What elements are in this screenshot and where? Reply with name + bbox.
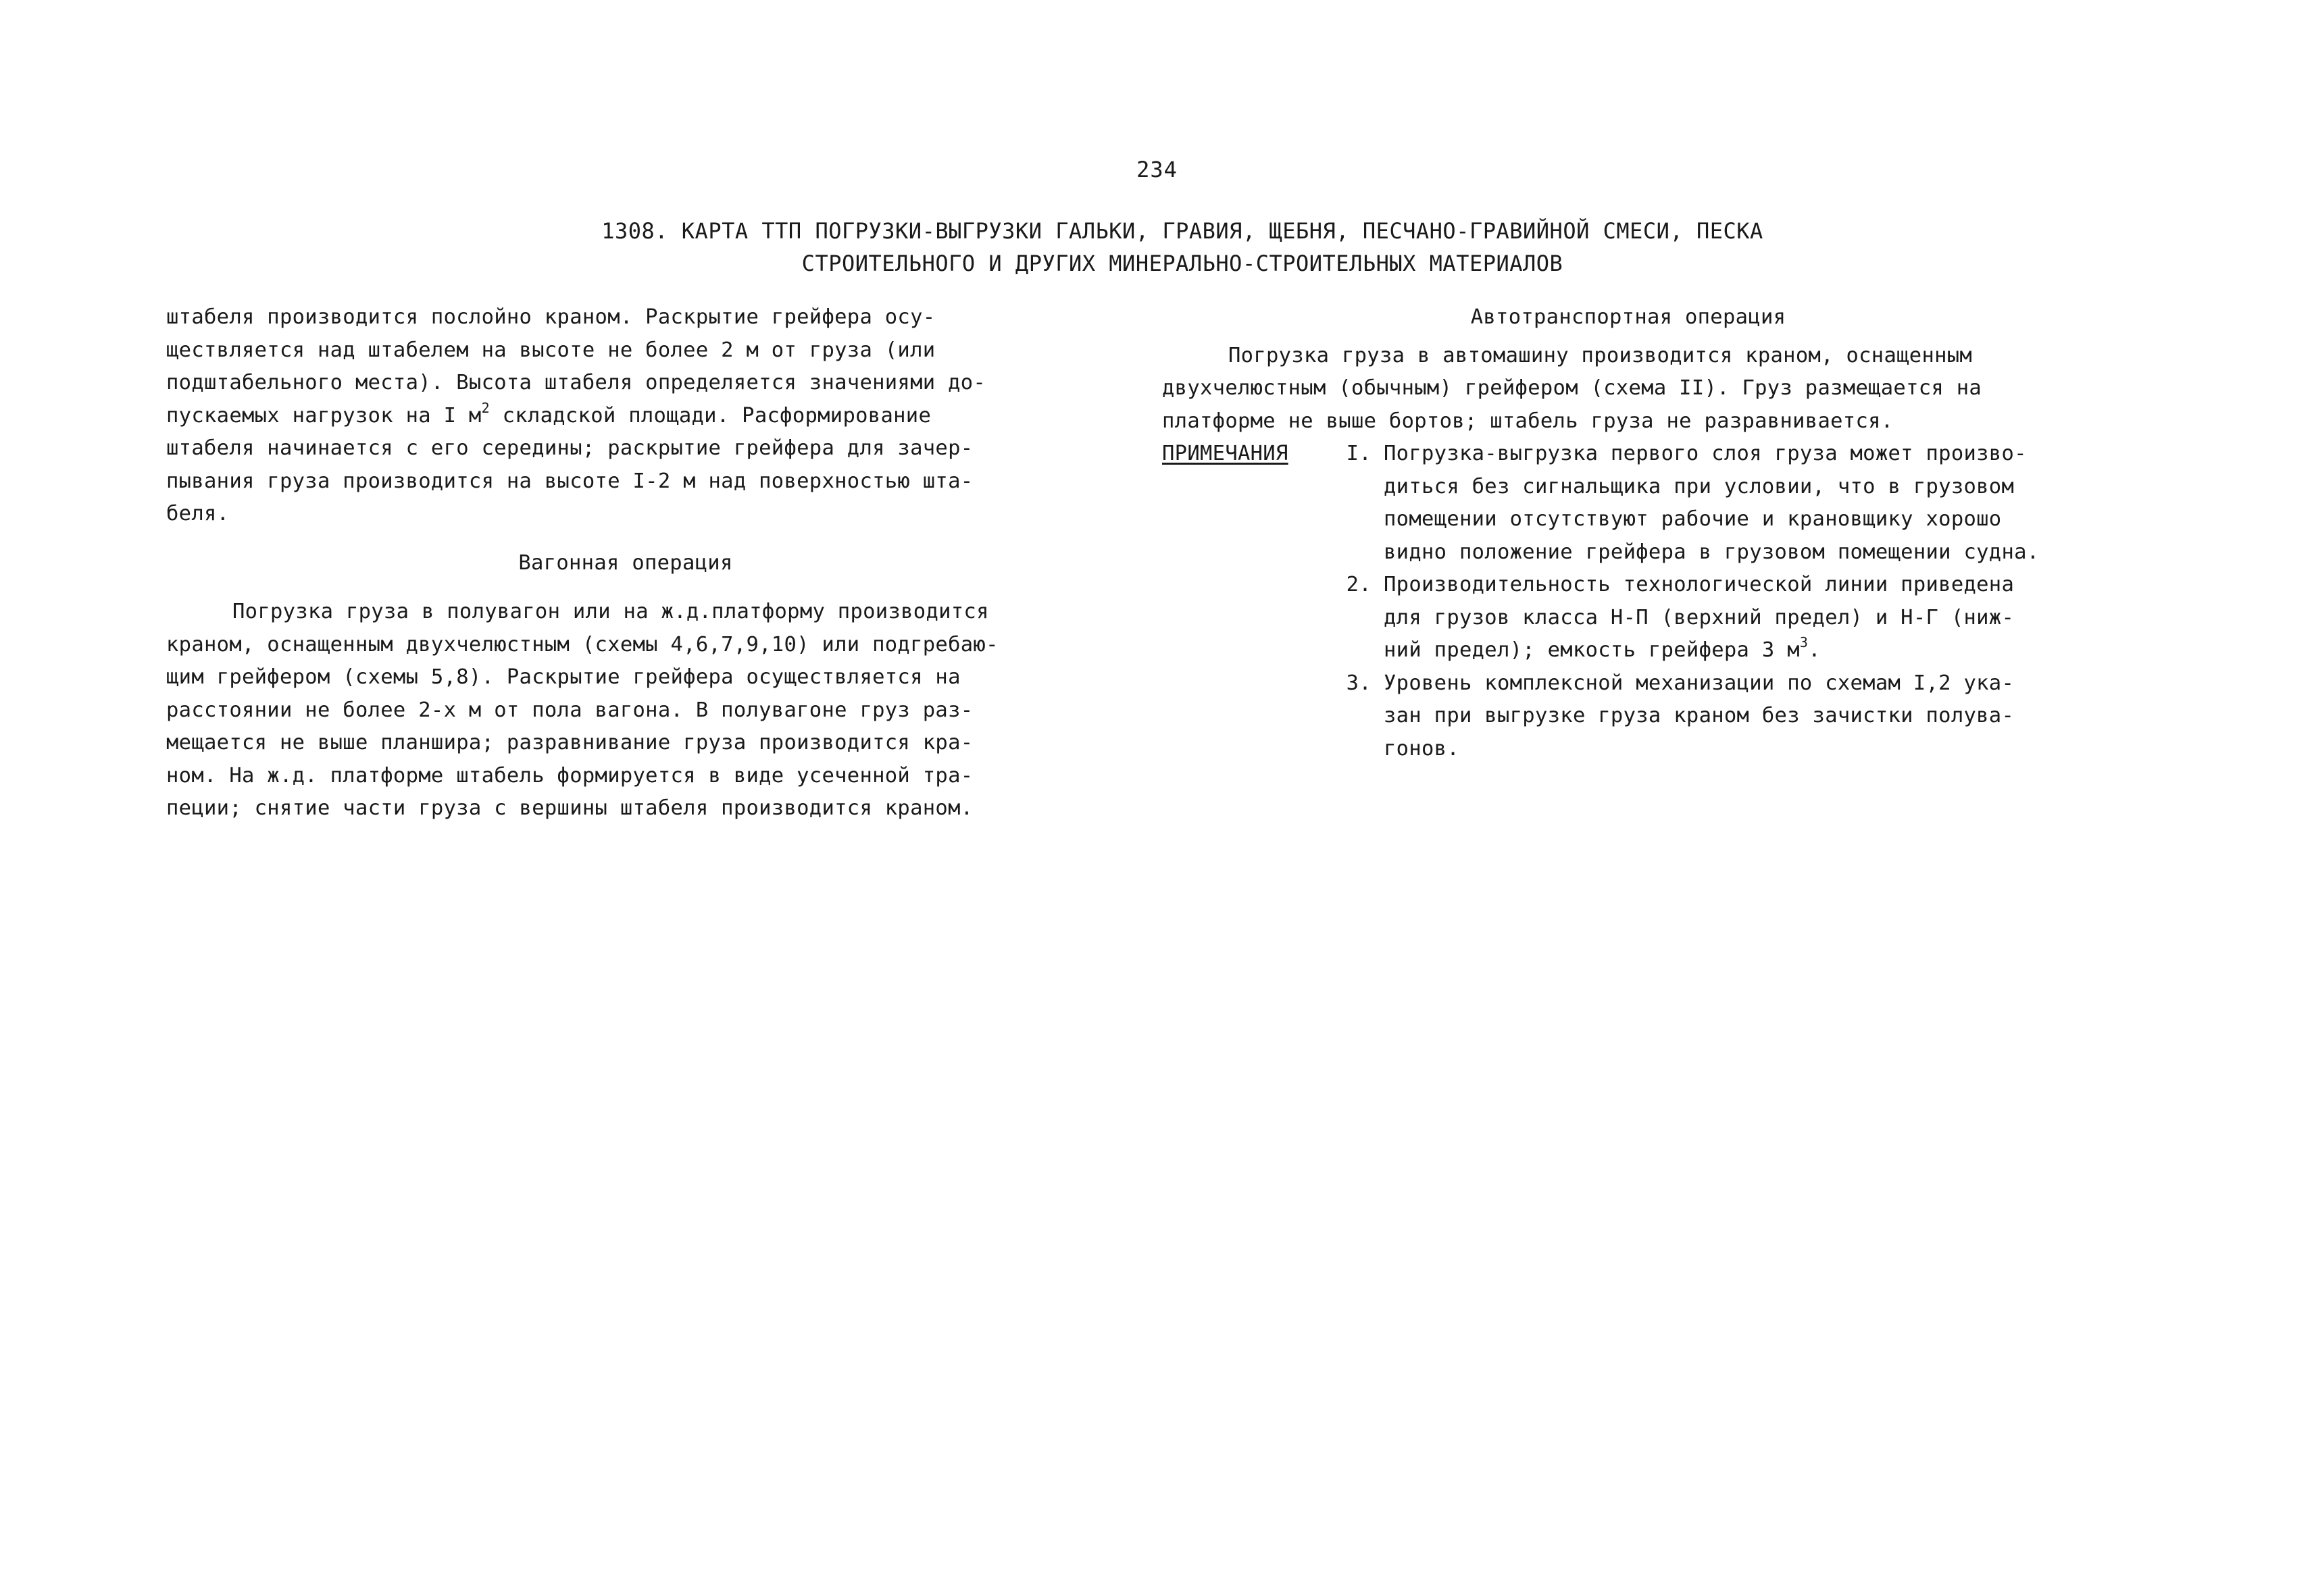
- text-line: платформе не выше бортов; штабель груза не разравнивается.: [1162, 409, 1894, 433]
- document-title: [405, 215, 1959, 280]
- note-number: I.: [1346, 442, 1372, 465]
- title-line-2: СТРОИТЕЛЬНОГО И ДРУГИХ МИНЕРАЛЬНО-СТРОИТЕЛЬНЫХ МАТЕРИАЛОВ: [801, 251, 1563, 276]
- note-number: 3.: [1346, 671, 1372, 695]
- note-text: Производительность технологической линии приведена: [1384, 573, 2015, 596]
- text-line: Погрузка груза в автомашину производится краном, оснащенным: [1228, 343, 1973, 367]
- paragraph-wagon: [166, 596, 1085, 825]
- text-segment: .: [1808, 638, 1821, 662]
- text-line: краном, оснащенным двухчелюстным (схемы 4,6,7,9,10) или подгребаю-: [166, 632, 999, 657]
- text-line: двухчелюстным (обычным) грейфером (схема II). Груз размещается на: [1162, 376, 1982, 400]
- note-2: [1162, 569, 2094, 602]
- left-column: [166, 301, 1085, 825]
- text-line: пеции; снятие части груза с вершины штабеля производится краном.: [166, 796, 974, 820]
- text-segment: складской площади. Расформирование: [489, 403, 932, 428]
- text-line: пывания груза производится на высоте I-2 м над поверхностью шта-: [166, 469, 974, 493]
- right-column: [1162, 301, 2094, 765]
- note-text: диться без сигнальщика при условии, что в грузовом: [1384, 474, 2015, 498]
- text-line: [166, 400, 1085, 433]
- text-line: мещается не выше планшира; разравнивание груза производится кра-: [166, 731, 974, 754]
- note-text: Погрузка-выгрузка первого слоя груза может произво-: [1384, 442, 2027, 465]
- text-segment: ний предел); емкость грейфера 3 м: [1384, 638, 1800, 662]
- note-text: помещении отсутствуют рабочие и крановщику хорошо: [1384, 507, 2002, 531]
- note-text: [1162, 634, 2094, 667]
- text-line: штабеля производится послойно краном. Раскрытие грейфера осу-: [166, 305, 936, 329]
- text-line: подштабельного места). Высота штабеля определяется значениями до-: [166, 371, 986, 394]
- note-text: для грузов класса Н-П (верхний предел) и Н-Г (ниж-: [1384, 605, 2015, 629]
- text-line: ществляется над штабелем на высоте не более 2 м от груза (или: [166, 338, 936, 362]
- text-line: щим грейфером (схемы 5,8). Раскрытие грейфера осуществляется на: [166, 665, 961, 689]
- text-line: ном. На ж.д. платформе штабель формируется в виде усеченной тра-: [166, 763, 974, 788]
- text-line: штабеля начинается с его середины; раскрытие грейфера для зачер-: [166, 436, 974, 460]
- paragraph-auto: [1162, 340, 2094, 438]
- note-text: видно положение грейфера в грузовом помещении судна.: [1384, 540, 2040, 564]
- notes-label: ПРИМЕЧАНИЯ: [1162, 442, 1288, 465]
- section-heading-auto: Автотранспортная операция: [1470, 305, 1786, 329]
- text-line: Погрузка груза в полувагон или на ж.д.платформу производится: [232, 600, 989, 623]
- superscript: 3: [1799, 634, 1809, 650]
- note-3: [1162, 667, 2094, 700]
- notes-block: [1162, 438, 2094, 765]
- text-line: расстоянии не более 2-х м от пола вагона. В полувагоне груз раз-: [166, 698, 974, 722]
- section-heading-wagon: Вагонная операция: [518, 550, 733, 575]
- title-line-1: 1308. КАРТА ТТП ПОГРУЗКИ-ВЫГРУЗКИ ГАЛЬКИ, ГРАВИЯ, ЩЕБНЯ, ПЕСЧАНО-ГРАВИЙНОЙ СМЕСИ, ПЕСКА: [601, 218, 1763, 244]
- note-text: Уровень комплексной механизации по схемам I,2 ука-: [1384, 671, 2015, 695]
- superscript: 2: [481, 399, 490, 416]
- note-text: гонов.: [1384, 736, 1459, 761]
- page-number: 234: [1136, 157, 1178, 182]
- paragraph-stacking: [166, 301, 1085, 531]
- text-segment: пускаемых нагрузок на I м: [166, 403, 482, 428]
- text-line: беля.: [166, 502, 230, 525]
- note-number: 2.: [1346, 573, 1372, 596]
- note-1: [1162, 438, 2094, 471]
- note-text: зан при выгрузке груза краном без зачистки полува-: [1384, 704, 2015, 727]
